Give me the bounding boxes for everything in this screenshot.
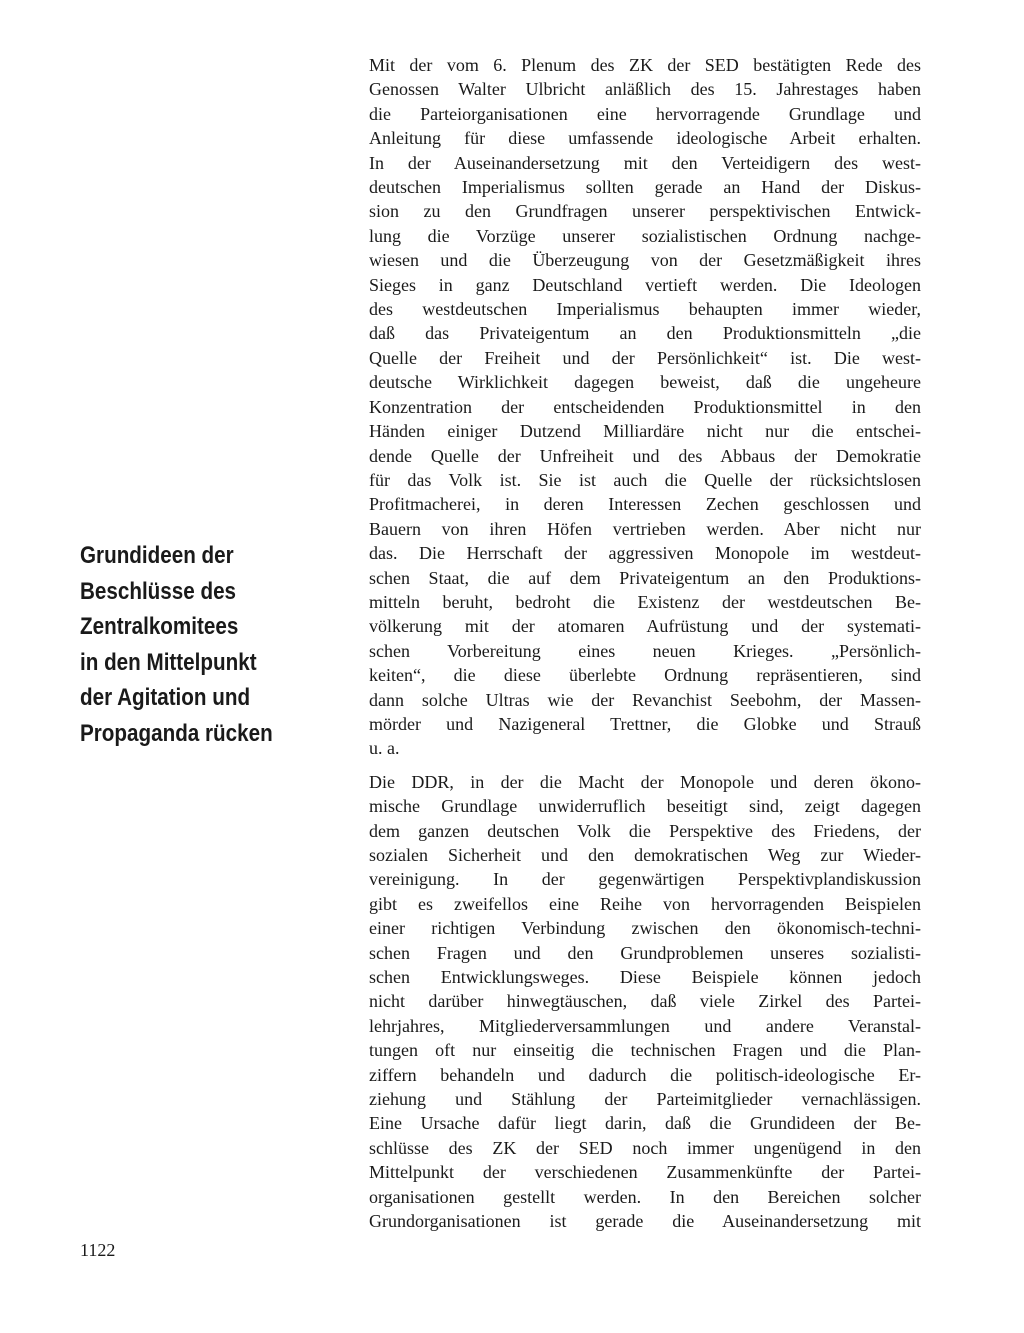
text-line: lehrjahres, Mitgliederversammlungen und andere Veranstal- [369, 1015, 921, 1036]
text-line: Eine Ursache dafür liegt darin, daß die Grundideen der Be- [369, 1113, 921, 1134]
text-line: Grundorganisationen ist gerade die Auseinandersetzung mit [369, 1211, 921, 1232]
text-line: schlüsse des ZK der SED noch immer ungenügend in den [369, 1137, 921, 1158]
text-line: mische Grundlage unwiderruflich beseitigt sind, zeigt dagegen [369, 796, 921, 817]
text-line: vereinigung. In der gegenwärtigen Perspektivplandiskussion [369, 869, 921, 890]
text-line: Profitmacherei, in deren Interessen Zechen geschlossen und [369, 494, 921, 515]
text-line: Anleitung für diese umfassende ideologische Arbeit erhalten. [369, 128, 921, 149]
text-line: keiten“, die diese überlebte Ordnung repräsentieren, sind [369, 665, 921, 686]
text-line: die Parteiorganisationen eine hervorragende Grundlage und [369, 103, 921, 124]
heading-line: in den Mittelpunkt [80, 648, 257, 676]
text-line: des westdeutschen Imperialismus behaupten immer wieder, [369, 299, 921, 320]
text-line: ziffern behandeln und dadurch die politisch-ideologische Er- [369, 1064, 921, 1085]
main-text-column [369, 53, 921, 1234]
text-line: dende Quelle der Unfreiheit und des Abbaus der Demokratie [369, 445, 921, 466]
text-line: für das Volk ist. Sie ist auch die Quelle der rücksichtslosen [369, 469, 921, 490]
heading-line: Zentralkomitees [80, 613, 239, 640]
text-line: einer richtigen Verbindung zwischen den ökonomisch-techni- [369, 918, 921, 939]
text-line: tungen oft nur einseitig die technischen Fragen und die Plan- [369, 1040, 921, 1061]
text-line: Mittelpunkt der verschiedenen Zusammenkünfte der Partei- [369, 1162, 921, 1183]
text-line: daß das Privateigentum an den Produktionsmitteln „die [369, 323, 921, 344]
text-line: sion zu den Grundfragen unserer perspektivischen Entwick- [369, 201, 921, 222]
text-line: völkerung mit der atomaren Aufrüstung und der systemati- [369, 616, 921, 637]
heading-line: der Agitation und [80, 684, 251, 711]
text-line: ziehung und Stählung der Parteimitglieder vernachlässigen. [369, 1089, 921, 1110]
text-line: das. Die Herrschaft der aggressiven Monopole im westdeut- [369, 543, 921, 564]
page-number: 1122 [80, 1240, 116, 1260]
text-line: Händen einiger Dutzend Milliardäre nicht nur die entschei- [369, 421, 921, 442]
text-line: sozialen Sicherheit und den demokratischen Weg zur Wieder- [369, 845, 921, 865]
text-line: organisationen gestellt werden. In den Bereichen solcher [369, 1186, 921, 1207]
text-line: dann solche Ultras wie der Revanchist Seebohm, der Massen- [369, 689, 921, 710]
heading-line: Beschlüsse des [80, 577, 237, 605]
heading-line: Propaganda rücken [80, 719, 273, 747]
text-line: u. a. [369, 738, 400, 759]
text-line: Quelle der Freiheit und der Persönlichkeit“ ist. Die west- [369, 347, 921, 368]
text-line: Mit der vom 6. Plenum des ZK der SED bestätigten Rede des [369, 55, 921, 75]
text-line: Die DDR, in der die Macht der Monopole und deren ökono- [369, 771, 921, 792]
text-line: Sieges in ganz Deutschland vertieft werden. Die Ideologen [369, 274, 921, 295]
text-line: Bauern von ihren Höfen vertrieben werden. Aber nicht nur [369, 518, 921, 539]
section-heading [80, 538, 286, 751]
text-line: wiesen und die Überzeugung von der Gesetzmäßigkeit ihres [369, 250, 921, 271]
paragraph-1 [369, 53, 921, 761]
text-line: Genossen Walter Ulbricht anläßlich des 15. Jahrestages haben [369, 79, 921, 100]
heading-line: Grundideen der [80, 542, 234, 569]
text-line: schen Vorbereitung eines neuen Krieges. „Persönlich- [369, 640, 921, 661]
text-line: gibt es zweifellos eine Reihe von hervorragenden Beispielen [369, 893, 921, 914]
text-line: mitteln beruht, bedroht die Existenz der westdeutschen Be- [369, 591, 921, 612]
text-line: lung die Vorzüge unserer sozialistischen Ordnung nachge- [369, 225, 921, 246]
text-line: schen Entwicklungsweges. Diese Beispiele können jedoch [369, 967, 921, 988]
text-line: mörder und Nazigeneral Trettner, die Globke und Strauß [369, 713, 921, 734]
text-line: deutschen Imperialismus sollten gerade an Hand der Diskus- [369, 177, 921, 198]
text-line: Konzentration der entscheidenden Produktionsmittel in den [369, 396, 921, 417]
text-line: In der Auseinandersetzung mit den Verteidigern des west- [369, 152, 921, 173]
text-line: dem ganzen deutschen Volk die Perspektive des Friedens, der [369, 820, 921, 841]
paragraph-2 [369, 770, 921, 1234]
text-line: deutsche Wirklichkeit dagegen beweist, daß die ungeheure [369, 372, 921, 393]
paragraph-gap [369, 761, 921, 770]
text-line: schen Staat, die auf dem Privateigentum an den Produktions- [369, 567, 921, 588]
text-line: schen Fragen und den Grundproblemen unseres sozialisti- [369, 942, 921, 963]
text-line: nicht darüber hinwegtäuschen, daß viele Zirkel des Partei- [369, 991, 921, 1012]
